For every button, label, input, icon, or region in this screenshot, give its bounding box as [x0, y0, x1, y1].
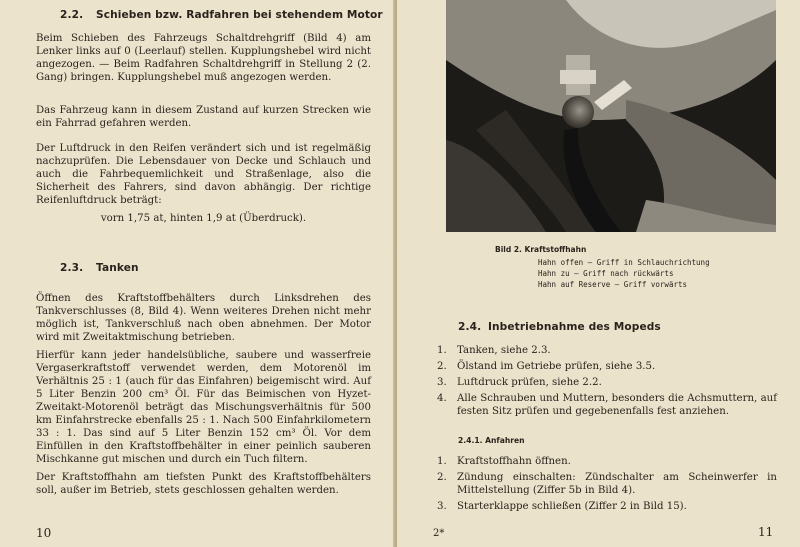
- section-title: Inbetriebnahme des Mopeds: [488, 321, 661, 333]
- item-text: Ölstand im Getriebe prüfen, siehe 3.5.: [457, 361, 656, 372]
- paragraph: Öffnen des Kraftstoffbehälters durch Linksdrehen des Tankverschlusses (8, Bild 4). Wenn weiteres Drehen nicht mehr möglich ist, Tankverschluß nach oben abnehmen. Der Motor wird mit Zweitaktmischung betrieben.: [36, 293, 371, 343]
- section-number: 2.4.: [458, 321, 482, 333]
- paragraph: Der Luftdruck in den Reifen verändert sich und ist regelmäßig nachzuprüfen. Die Lebensdauer von Decke und Schlauch und auch die Fahrbequemlichkeit und Straßenlage, also die Sicherheit des Fahrers, sind davon abhängig. Der richtige Reifenluftdruck beträgt:: [36, 143, 371, 206]
- paragraph: Hierfür kann jeder handelsübliche, saubere und wasserfreie Vergaserkraftstoff verwendet werden, dem Motorenöl im Verhältnis 25 : 1 (auch für das Einfahren) beigemischt wird. Auf 5 Liter Benzin 200 cm³ Öl. Für das Beimischen von Hyzet-Zweitakt-Motorenöl beträgt das Mischungsverhältnis für 500 km Einfahrstrecke ebenfalls 25 : 1. Nach 500 Einfahrkilometern 33 : 1. Das sind auf 5 Liter Benzin 152 cm³ Öl. Vor dem Einfüllen in den Kraftstoffbehälter in einer peinlich sauberen Mischkanne gut mischen und durch ein Tuch filtern.: [36, 350, 371, 465]
- left-page: [0, 0, 395, 547]
- item-number: 1.: [437, 456, 447, 467]
- section-2-2-heading: [60, 9, 383, 21]
- list-item: [437, 500, 777, 513]
- item-number: 4.: [437, 393, 447, 404]
- figure-caption-line: Hahn offen — Griff in Schlauchrichtung: [538, 258, 710, 267]
- item-text: Luftdruck prüfen, siehe 2.2.: [457, 377, 602, 388]
- item-number: 3.: [437, 501, 447, 512]
- fuel-tap-photo: [446, 0, 776, 232]
- item-number: 1.: [437, 345, 447, 356]
- item-text: Kraftstoffhahn öffnen.: [457, 456, 571, 467]
- item-text: Tanken, siehe 2.3.: [457, 345, 551, 356]
- paragraph: Der Kraftstoffhahn am tiefsten Punkt des Kraftstoffbehälters soll, außer im Betrieb, stets geschlossen gehalten werden.: [36, 472, 371, 496]
- section-number: 2.3.: [60, 262, 84, 274]
- item-text: Starterklappe schließen (Ziffer 2 in Bild 15).: [457, 501, 687, 512]
- list-item: [437, 471, 777, 497]
- page-number: 10: [36, 526, 52, 540]
- section-2-3-heading: [60, 262, 139, 274]
- list-item: [437, 376, 777, 389]
- section-title: Tanken: [96, 262, 139, 274]
- item-text: Alle Schrauben und Muttern, besonders die Achsmuttern, auf festen Sitz prüfen und gegebenenfalls fest anziehen.: [457, 393, 777, 417]
- section-title: Schieben bzw. Radfahren bei stehendem Motor: [96, 9, 383, 21]
- page-number: 11: [758, 525, 774, 539]
- subsection-2-4-1-heading: 2.4.1. Anfahren: [458, 436, 525, 445]
- signature-mark: 2*: [433, 528, 445, 539]
- start-procedure-list: [437, 455, 777, 513]
- item-text: Zündung einschalten: Zündschalter am Scheinwerfer in Mittelstellung (Ziffer 5b in Bild 4).: [457, 472, 777, 496]
- fuel-tap-illustration: [446, 0, 776, 232]
- section-number: 2.2.: [60, 9, 84, 21]
- item-number: 3.: [437, 377, 447, 388]
- item-number: 2.: [437, 472, 447, 483]
- list-item: [437, 360, 777, 373]
- tire-pressure: vorn 1,75 at, hinten 1,9 at (Überdruck).: [100, 213, 307, 224]
- item-number: 2.: [437, 361, 447, 372]
- list-item: [437, 392, 777, 418]
- section-2-4-heading: [458, 321, 661, 333]
- startup-checklist: [437, 344, 777, 418]
- list-item: [437, 344, 777, 357]
- paragraph: Das Fahrzeug kann in diesem Zustand auf kurzen Strecken wie ein Fahrrad gefahren werden.: [36, 105, 371, 129]
- figure-caption-line: Hahn auf Reserve — Griff vorwärts: [538, 280, 688, 289]
- list-item: [437, 455, 777, 468]
- paragraph: Beim Schieben des Fahrzeugs Schaltdrehgriff (Bild 4) am Lenker links auf 0 (Leerlauf) stellen. Kupplungshebel wird nicht angezogen. — Beim Radfahren Schaltdrehgriff in Stellung 2 (2. Gang) bringen. Kupplungshebel muß angezogen werden.: [36, 33, 371, 83]
- figure-caption-title: Bild 2. Kraftstoffhahn: [495, 245, 587, 254]
- figure-caption-line: Hahn zu — Griff nach rückwärts: [538, 269, 674, 278]
